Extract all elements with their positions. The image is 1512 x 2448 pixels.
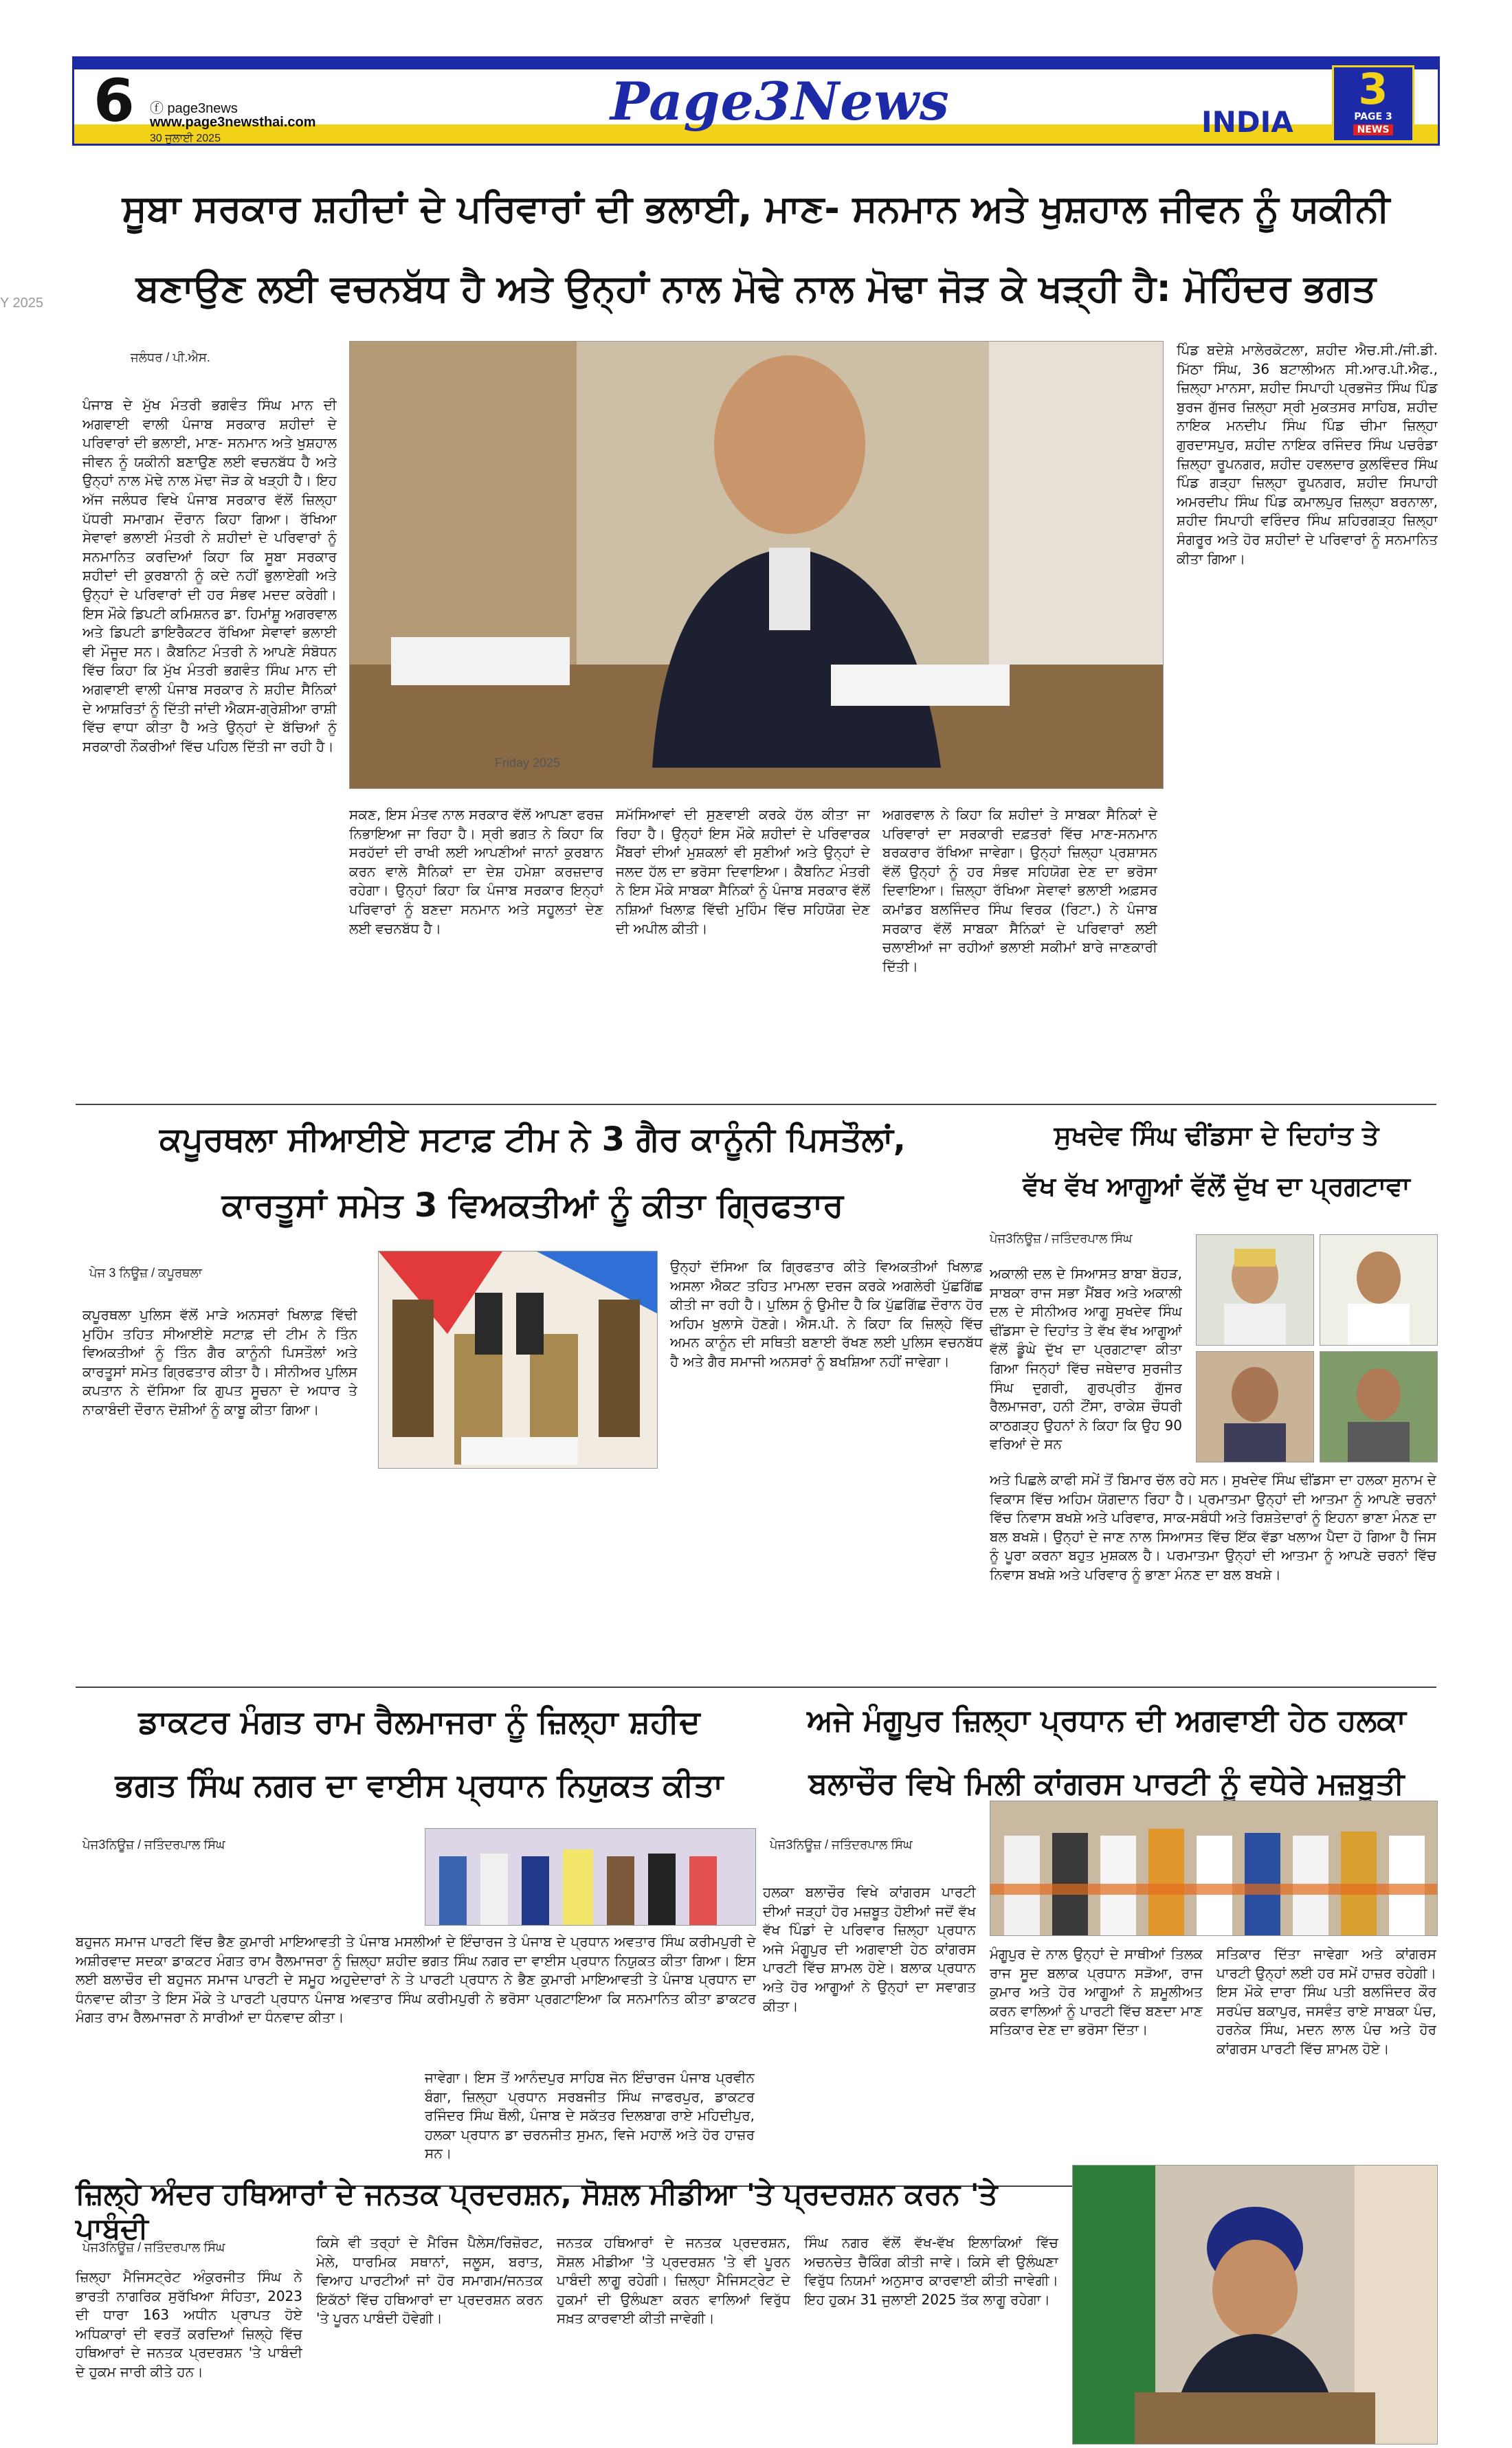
group-photo-illustration-2 xyxy=(990,1801,1437,1935)
story4-photo-group xyxy=(425,1828,756,1926)
lead-column-5: ਪਿੰਡ ਬਦੇਸ਼ੇ ਮਾਲੇਰਕੋਟਲਾ, ਸ਼ਹੀਦ ਐਚ.ਸੀ./ਜੀ.ਡੀ. ਮਿੱਠਾ ਸਿੰਘ, 36 ਬਟਾਲੀਅਨ ਸੀ.ਆਰ.ਪੀ.ਐਫ., ਜ਼ਿਲ੍ਹਾ ਮਾਨਸਾ, ਸ਼ਹੀਦ ਸਿਪਾਹੀ ਪ੍ਰਭਜੋਤ ਸਿੰਘ ਪਿੰਡ ਬੁਰਜ ਗੁੱਜਰ ਜ਼ਿਲ੍ਹਾ ਸ੍ਰੀ ਮੁਕਤਸਰ ਸਾਹਿਬ, ਸ਼ਹੀਦ ਨਾਇਕ ਮਨਦੀਪ ਸਿੰਘ ਪਿੰਡ ਚੀਮਾ ਜ਼ਿਲ੍ਹਾ ਗੁਰਦਾਸਪੁਰ, ਸ਼ਹੀਦ ਨਾਇਕ ਰਜਿੰਦਰ ਸਿੰਘ ਪਚਰੰਡਾ ਜ਼ਿਲ੍ਹਾ ਰੂਪਨਗਰ, ਸ਼ਹੀਦ ਹਵਲਦਾਰ ਕੁਲਵਿੰਦਰ ਸਿੰਘ ਪਿੰਡ ਗੜ੍ਹਾ ਜ਼ਿਲ੍ਹਾ ਰੂਪਨਗਰ, ਸ਼ਹੀਦ ਸਿਪਾਹੀ ਅਮਰਦੀਪ ਸਿੰਘ ਪਿੰਡ ਕਮਾਲਪੁਰ ਜ਼ਿਲ੍ਹਾ ਬਰਨਾਲਾ, ਸ਼ਹੀਦ ਸਿਪਾਹੀ ਵਰਿੰਦਰ ਸਿੰਘ ਸ਼ਹਿਰਗੜ੍ਹ ਜ਼ਿਲ੍ਹਾ ਸੰਗਰੂਰ ਅਤੇ ਹੋਰ ਸ਼ਹੀਦਾਂ ਦੇ ਪਰਿਵਾਰਾਂ ਨੂੰ ਸਨਮਾਨਿਤ ਕੀਤਾ ਗਿਆ। xyxy=(1177,342,1438,567)
minister-photo-illustration xyxy=(350,342,1163,788)
story3-portrait-2 xyxy=(1320,1234,1438,1346)
story2-headline-line1: ਕਪੂਰਥਲਾ ਸੀਆਈਏ ਸਟਾਫ਼ ਟੀਮ ਨੇ 3 ਗੈਰ ਕਾਨੂੰਨੀ ਪਿਸਤੌਲਾਂ, xyxy=(159,1120,906,1159)
badge-news: NEWS xyxy=(1353,124,1394,135)
lead-byline: ਜਲੰਧਰ / ਪੀ.ਐਸ. xyxy=(131,350,210,364)
story4-headline-line2: ਭਗਤ ਸਿੰਘ ਨਗਰ ਦਾ ਵਾਈਸ ਪ੍ਰਧਾਨ ਨਿਯੁਕਤ ਕੀਤਾ xyxy=(115,1766,724,1803)
story5-byline: ਪੇਜ3ਨਿਊਜ਼ / ਜਤਿੰਦਰਪਾਲ ਸਿੰਘ xyxy=(770,1838,913,1851)
lead-photo-minister xyxy=(349,341,1164,789)
story4-column-top: ਬਹੁਜਨ ਸਮਾਜ ਪਾਰਟੀ ਵਿੱਚ ਭੈਣ ਕੁਮਾਰੀ ਮਾਇਆਵਤੀ ਤੇ ਪੰਜਾਬ ਮਸਲੀਆਂ ਦੇ ਇੰਚਾਰਜ ਤੇ ਪੰਜਾਬ ਦੇ ਪ੍ਰਧਾਨ ਅਵਤਾਰ ਸਿੰਘ ਕਰੀਮਪੁਰੀ ਦੇ ਅਸ਼ੀਰਵਾਦ ਸਦਕਾ ਡਾਕਟਰ ਮੰਗਤ ਰਾਮ ਰੈਲਮਾਜਰਾ ਨੂੰ ਜ਼ਿਲ੍ਹਾ ਸ਼ਹੀਦ ਭਗਤ ਸਿੰਘ ਨਗਰ ਦਾ ਵਾਈਸ ਪ੍ਰਧਾਨ ਨਿਯੁਕਤ ਕੀਤਾ ਗਿਆ। ਇਸ ਲਈ ਬਲਾਚੌਰ ਦੀ ਬਹੁਜਨ ਸਮਾਜ ਪਾਰਟੀ ਦੇ ਸਮੂਹ ਅਹੁਦੇਦਾਰਾਂ ਨੇ ਤੇ ਪਾਰਟੀ ਪ੍ਰਧਾਨ ਨੇ ਭੈਣ ਕੁਮਾਰੀ ਮਾਇਆਵਤੀ ਤੇ ਪੰਜਾਬ ਪ੍ਰਧਾਨ ਦਾ ਧੰਨਵਾਦ ਕੀਤਾ ਤੇ ਇਸ ਮੌਕੇ ਤੇ ਪਾਰਟੀ ਪ੍ਰਧਾਨ ਪੰਜਾਬ ਅਵਤਾਰ ਸਿੰਘ ਕਰੀਮਪੁਰੀ ਨੇ ਭਰੋਸਾ ਪ੍ਰਗਟਾਇਆ ਕਿ ਸਨਮਾਨਿਤ ਕੀਤਾ ਡਾਕਟਰ ਮੰਗਤ ਰਾਮ ਰੈਲਮਾਜਰਾ ਨੇ ਸਾਰੀਆਂ ਦਾ ਧੰਨਵਾਦ ਕੀਤਾ। xyxy=(76,1933,756,2026)
lead-photo-caption: Friday 2025 xyxy=(495,756,561,770)
portrait-illustration-4 xyxy=(1320,1352,1437,1462)
story6-photo-magistrate xyxy=(1072,2165,1438,2445)
lead-column-4: ਅਗਰਵਾਲ ਨੇ ਕਿਹਾ ਕਿ ਸ਼ਹੀਦਾਂ ਤੇ ਸਾਬਕਾ ਸੈਨਿਕਾਂ ਦੇ ਪਰਿਵਾਰਾਂ ਦਾ ਸਰਕਾਰੀ ਦਫ਼ਤਰਾਂ ਵਿੱਚ ਮਾਣ-ਸਨਮਾਨ ਬਰਕਰਾਰ ਰੱਖਿਆ ਜਾਵੇਗਾ। ਉਨ੍ਹਾਂ ਜ਼ਿਲ੍ਹਾ ਪ੍ਰਸ਼ਾਸਨ ਵੱਲੋਂ ਉਨ੍ਹਾਂ ਨੂੰ ਹਰ ਸੰਭਵ ਸਹਿਯੋਗ ਦੇਣ ਦਾ ਭਰੋਸਾ ਦਿਵਾਇਆ। ਜ਼ਿਲ੍ਹਾ ਰੱਖਿਆ ਸੇਵਾਵਾਂ ਭਲਾਈ ਅਫ਼ਸਰ ਕਮਾਂਡਰ ਬਲਜਿੰਦਰ ਸਿੰਘ ਵਿਰਕ (ਰਿਟਾ.) ਨੇ ਪੰਜਾਬ ਸਰਕਾਰ ਵੱਲੋਂ ਸਾਬਕਾ ਸੈਨਿਕਾਂ ਦੇ ਪਰਿਵਾਰਾਂ ਲਈ ਚਲਾਈਆਂ ਜਾ ਰਹੀਆਂ ਭਲਾਈ ਸਕੀਮਾਂ ਬਾਰੇ ਜਾਣਕਾਰੀ ਦਿੱਤੀ। xyxy=(882,806,1157,975)
story2-byline: ਪੇਜ 3 ਨਿਊਜ਼ / ਕਪੂਰਥਲਾ xyxy=(89,1266,202,1280)
story5-headline-line1: ਅਜੇ ਮੰਗੂਪੁਰ ਜ਼ਿਲ੍ਹਾ ਪ੍ਰਧਾਨ ਦੀ ਅਗਵਾਈ ਹੇਠ ਹਲਕਾ xyxy=(807,1703,1406,1738)
newspaper-logo: Page3News xyxy=(610,71,950,132)
lead-headline-line2: ਬਣਾਉਣ ਲਈ ਵਚਨਬੱਧ ਹੈ ਅਤੇ ਉਨ੍ਹਾਂ ਨਾਲ ਮੋਢੇ ਨਾਲ ਮੋਢਾ ਜੋੜ ਕੇ ਖੜ੍ਹੀ ਹੈ: ਮੋਹਿੰਦਰ ਭਗਤ xyxy=(135,267,1377,310)
edition-label: INDIA xyxy=(1201,105,1293,139)
page3-badge-logo xyxy=(1332,65,1414,142)
story2-headline-line2: ਕਾਰਤੂਸਾਂ ਸਮੇਤ 3 ਵਿਅਕਤੀਆਂ ਨੂੰ ਕੀਤਾ ਗ੍ਰਿਫਤਾਰ xyxy=(221,1186,844,1225)
issue-date: 30 ਜੁਲਾਈ 2025 xyxy=(150,133,221,144)
story5-column-2: ਮੰਗੂਪੁਰ ਦੇ ਨਾਲ ਉਨ੍ਹਾਂ ਦੇ ਸਾਥੀਆਂ ਤਿਲਕ ਰਾਜ ਸੂਦ ਬਲਾਕ ਪ੍ਰਧਾਨ ਸੜੋਆ, ਰਾਜ ਕੁਮਾਰ ਅਤੇ ਹੋਰ ਆਗੂਆਂ ਨੇ ਸ਼ਮੂਲੀਅਤ ਕਰਨ ਵਾਲਿਆਂ ਨੂੰ ਪਾਰਟੀ ਵਿੱਚ ਬਣਦਾ ਮਾਣ ਸਤਿਕਾਰ ਦੇਣ ਦਾ ਭਰੋਸਾ ਦਿੱਤਾ। xyxy=(990,1946,1203,2038)
story2-column-2: ਉਨ੍ਹਾਂ ਦੱਸਿਆ ਕਿ ਗ੍ਰਿਫਤਾਰ ਕੀਤੇ ਵਿਅਕਤੀਆਂ ਖਿਲਾਫ਼ ਅਸਲਾ ਐਕਟ ਤਹਿਤ ਮਾਮਲਾ ਦਰਜ ਕਰਕੇ ਅਗਲੇਰੀ ਪੁੱਛਗਿੱਛ ਕੀਤੀ ਜਾ ਰਹੀ ਹੈ। ਪੁਲਿਸ ਨੂੰ ਉਮੀਦ ਹੈ ਕਿ ਪੁੱਛਗਿੱਛ ਦੌਰਾਨ ਹੋਰ ਅਹਿਮ ਖੁਲਾਸੇ ਹੋਣਗੇ। ਐਸ.ਪੀ. ਨੇ ਕਿਹਾ ਕਿ ਜ਼ਿਲ੍ਹੇ ਵਿੱਚ ਅਮਨ ਕਾਨੂੰਨ ਦੀ ਸਥਿਤੀ ਬਣਾਈ ਰੱਖਣ ਲਈ ਪੁਲਿਸ ਵਚਨਬੱਧ ਹੈ ਅਤੇ ਗੈਰ ਸਮਾਜੀ ਅਨਸਰਾਂ ਨੂੰ ਬਖਸ਼ਿਆ ਨਹੀਂ ਜਾਵੇਗਾ। xyxy=(670,1258,983,1370)
story5-column-3: ਸਤਿਕਾਰ ਦਿੱਤਾ ਜਾਵੇਗਾ ਅਤੇ ਕਾਂਗਰਸ ਪਾਰਟੀ ਉਨ੍ਹਾਂ ਲਈ ਹਰ ਸਮੇਂ ਹਾਜ਼ਰ ਰਹੇਗੀ। ਇਸ ਮੌਕੇ ਦਾਰਾ ਸਿੰਘ ਪਤੀ ਬਲਜਿੰਦਰ ਕੌਰ ਸਰਪੰਚ ਬਕਾਪੁਰ, ਜਸਵੰਤ ਰਾਏ ਸਾਬਕਾ ਪੰਚ, ਹਰਨੇਕ ਸਿੰਘ, ਮਦਨ ਲਾਲ ਪੰਚ ਅਤੇ ਹੋਰ ਕਾਂਗਰਸ ਪਾਰਟੀ ਵਿੱਚ ਸ਼ਾਮਲ ਹੋਏ। xyxy=(1216,1946,1436,2057)
story6-column-4: ਸਿੰਘ ਨਗਰ ਵੱਲੋਂ ਵੱਖ-ਵੱਖ ਇਲਾਕਿਆਂ ਵਿੱਚ ਅਚਨਚੇਤ ਚੈਕਿੰਗ ਕੀਤੀ ਜਾਵੇ। ਕਿਸੇ ਵੀ ਉਲੰਘਣਾ ਵਿਰੁੱਧ ਨਿਯਮਾਂ ਅਨੁਸਾਰ ਕਾਰਵਾਈ ਕੀਤੀ ਜਾਵੇਗੀ। ਇਹ ਹੁਕਮ 31 ਜੁਲਾਈ 2025 ਤੱਕ ਲਾਗੂ ਰਹੇਗਾ। xyxy=(804,2234,1058,2308)
story3-headline-line1: ਸੁਖਦੇਵ ਸਿੰਘ ਢੀਂਡਸਾ ਦੇ ਦਿਹਾਂਤ ਤੇ xyxy=(1054,1120,1379,1150)
divider xyxy=(76,1687,1436,1688)
group-photo-illustration-1 xyxy=(425,1829,755,1925)
police-photo-illustration xyxy=(379,1251,657,1468)
story5-column-1: ਹਲਕਾ ਬਲਾਚੌਰ ਵਿਖੇ ਕਾਂਗਰਸ ਪਾਰਟੀ ਦੀਆਂ ਜੜ੍ਹਾਂ ਹੋਰ ਮਜ਼ਬੂਤ ਹੋਈਆਂ ਜਦੋਂ ਵੱਖ ਵੱਖ ਪਿੰਡਾਂ ਦੇ ਪਰਿਵਾਰ ਜ਼ਿਲ੍ਹਾ ਪ੍ਰਧਾਨ ਅਜੇ ਮੰਗੂਪੁਰ ਦੀ ਅਗਵਾਈ ਹੇਠ ਕਾਂਗਰਸ ਪਾਰਟੀ ਵਿੱਚ ਸ਼ਾਮਲ ਹੋਏ। ਬਲਾਕ ਪ੍ਰਧਾਨ ਅਤੇ ਹੋਰ ਆਗੂਆਂ ਨੇ ਉਨ੍ਹਾਂ ਦਾ ਸਵਾਗਤ ਕੀਤਾ। xyxy=(763,1884,976,2014)
badge-label: PAGE 3 xyxy=(1354,111,1392,122)
story2-column-1: ਕਪੂਰਥਲਾ ਪੁਲਿਸ ਵੱਲੋਂ ਮਾੜੇ ਅਨਸਰਾਂ ਖਿਲਾਫ਼ ਵਿੱਢੀ ਮੁਹਿੰਮ ਤਹਿਤ ਸੀਆਈਏ ਸਟਾਫ਼ ਦੀ ਟੀਮ ਨੇ ਤਿੰਨ ਵਿਅਕਤੀਆਂ ਨੂੰ ਤਿੰਨ ਗੈਰ ਕਾਨੂੰਨੀ ਪਿਸਤੌਲਾਂ ਅਤੇ ਕਾਰਤੂਸਾਂ ਸਮੇਤ ਗ੍ਰਿਫਤਾਰ ਕੀਤਾ ਹੈ। ਸੀਨੀਅਰ ਪੁਲਿਸ ਕਪਤਾਨ ਨੇ ਦੱਸਿਆ ਕਿ ਗੁਪਤ ਸੂਚਨਾ ਦੇ ਅਧਾਰ ਤੇ ਨਾਕਾਬੰਦੀ ਦੌਰਾਨ ਦੋਸ਼ੀਆਂ ਨੂੰ ਕਾਬੂ ਕੀਤਾ ਗਿਆ। xyxy=(82,1306,357,1418)
page-number: 6 xyxy=(93,67,135,135)
portrait-illustration-2 xyxy=(1320,1235,1437,1345)
story3-portrait-4 xyxy=(1320,1351,1438,1462)
facebook-handle[interactable]: ⓕ page3news xyxy=(150,101,238,116)
story3-portrait-3 xyxy=(1196,1351,1314,1462)
story3-column-top: ਅਕਾਲੀ ਦਲ ਦੇ ਸਿਆਸਤ ਬਾਬਾ ਬੋਹੜ, ਸਾਬਕਾ ਰਾਜ ਸਭਾ ਮੈਂਬਰ ਅਤੇ ਅਕਾਲੀ ਦਲ ਦੇ ਸੀਨੀਅਰ ਆਗੂ ਸੁਖਦੇਵ ਸਿੰਘ ਢੀਂਡਸਾ ਦੇ ਦਿਹਾਂਤ ਤੇ ਵੱਖ ਵੱਖ ਆਗੂਆਂ ਵੱਲੋਂ ਡੂੰਘੇ ਦੁੱਖ ਦਾ ਪ੍ਰਗਟਾਵਾ ਕੀਤਾ ਗਿਆ ਜਿਨ੍ਹਾਂ ਵਿੱਚ ਜਥੇਦਾਰ ਸੁਰਜੀਤ ਸਿੰਘ ਦੁਗਰੀ, ਗੁਰਪ੍ਰੀਤ ਗੁੱਜਰ ਰੈਲਮਾਜਰਾ, ਹਨੀ ਟੌਂਸਾ, ਰਾਕੇਸ਼ ਚੌਧਰੀ ਕਾਠਗੜ੍ਹ ਉਹਨਾਂ ਨੇ ਕਿਹਾ ਕਿ ਉਹ 90 ਵਰਿਆਂ ਦੇ ਸਨ xyxy=(990,1265,1182,1453)
story3-column-bottom: ਅਤੇ ਪਿਛਲੇ ਕਾਫੀ ਸਮੇਂ ਤੋਂ ਬਿਮਾਰ ਚੱਲ ਰਹੇ ਸਨ। ਸੁਖਦੇਵ ਸਿੰਘ ਢੀਂਡਸਾ ਦਾ ਹਲਕਾ ਸੁਨਾਮ ਦੇ ਵਿਕਾਸ ਵਿੱਚ ਅਹਿਮ ਯੋਗਦਾਨ ਰਿਹਾ ਹੈ। ਪ੍ਰਮਾਤਮਾ ਉਨ੍ਹਾਂ ਦੀ ਆਤਮਾ ਨੂੰ ਆਪਣੇ ਚਰਨਾਂ ਵਿੱਚ ਨਿਵਾਸ ਬਖਸ਼ੇ ਅਤੇ ਪਰਿਵਾਰ, ਸਾਕ-ਸਬੰਧੀ ਅਤੇ ਰਿਸ਼ਤੇਦਾਰਾਂ ਨੂੰ ਇਹਨਾ ਭਾਣਾ ਮੰਨਣ ਦਾ ਬਲ ਬਖਸ਼ੇ। ਉਨ੍ਹਾਂ ਦੇ ਜਾਣ ਨਾਲ ਸਿਆਸਤ ਵਿੱਚ ਇੱਕ ਵੱਡਾ ਖਲਾਅ ਪੈਦਾ ਹੋ ਗਿਆ ਹੈ ਜਿਸ ਨੂੰ ਪੂਰਾ ਕਰਨਾ ਬਹੁਤ ਮੁਸ਼ਕਲ ਹੈ। ਪਰਮਾਤਮਾ ਉਨ੍ਹਾਂ ਦੀ ਆਤਮਾ ਨੂੰ ਆਪਣੇ ਚਰਨਾਂ ਵਿੱਚ ਨਿਵਾਸ ਬਖਸ਼ੇ ਅਤੇ ਪਰਿਵਾਰ ਨੂੰ ਭਾਣਾ ਮੰਨਣ ਦਾ ਬਲ ਬਖਸ਼ੇ। xyxy=(990,1471,1436,1583)
story6-column-2: ਕਿਸੇ ਵੀ ਤਰ੍ਹਾਂ ਦੇ ਮੈਰਿਜ ਪੈਲੇਸ/ਰਿਜ਼ੋਰਟ, ਮੇਲੇ, ਧਾਰਮਿਕ ਸਥਾਨਾਂ, ਜਲੂਸ, ਬਰਾਤ, ਵਿਆਹ ਪਾਰਟੀਆਂ ਜਾਂ ਹੋਰ ਸਮਾਗਮ/ਜਨਤਕ ਇਕੱਠਾਂ ਵਿੱਚ ਹਥਿਆਰਾਂ ਦਾ ਪ੍ਰਦਰਸ਼ਨ ਕਰਨ 'ਤੇ ਪੂਰਨ ਪਾਬੰਦੀ ਹੋਵੇਗੀ। xyxy=(316,2234,543,2327)
portrait-illustration-1 xyxy=(1197,1235,1313,1345)
story6-column-3: ਜਨਤਕ ਹਥਿਆਰਾਂ ਦੇ ਜਨਤਕ ਪ੍ਰਦਰਸ਼ਨ, ਸੋਸ਼ਲ ਮੀਡੀਆ 'ਤੇ ਪ੍ਰਦਰਸ਼ਨ 'ਤੇ ਵੀ ਪੂਰਨ ਪਾਬੰਦੀ ਲਾਗੂ ਰਹੇਗੀ। ਜ਼ਿਲ੍ਹਾ ਮੈਜਿਸਟ੍ਰੇਟ ਦੇ ਹੁਕਮਾਂ ਦੀ ਉਲੰਘਣਾ ਕਰਨ ਵਾਲਿਆਂ ਵਿਰੁੱਧ ਸਖ਼ਤ ਕਾਰਵਾਈ ਕੀਤੀ ਜਾਵੇਗੀ। xyxy=(557,2234,790,2327)
story2-photo-police xyxy=(378,1251,658,1469)
story5-headline-line2: ਬਲਾਚੌਰ ਵਿਖੇ ਮਿਲੀ ਕਾਂਗਰਸ ਪਾਰਟੀ ਨੂੰ ਵਧੇਰੇ ਮਜ਼ਬੂਤੀ xyxy=(808,1766,1405,1801)
magistrate-photo-illustration xyxy=(1073,2166,1437,2444)
story4-byline: ਪੇਜ3ਨਿਊਜ਼ / ਜਤਿੰਦਰਪਾਲ ਸਿੰਘ xyxy=(82,1838,225,1851)
story6-byline: ਪੇਜ3ਨਿਊਜ਼ / ਜਤਿੰਦਰਪਾਲ ਸਿੰਘ xyxy=(82,2240,225,2254)
portrait-illustration-3 xyxy=(1197,1352,1313,1462)
story6-column-1: ਜ਼ਿਲ੍ਹਾ ਮੈਜਿਸਟ੍ਰੇਟ ਅੰਕੁਰਜੀਤ ਸਿੰਘ ਨੇ ਭਾਰਤੀ ਨਾਗਰਿਕ ਸੁਰੱਖਿਆ ਸੰਹਿਤਾ, 2023 ਦੀ ਧਾਰਾ 163 ਅਧੀਨ ਪ੍ਰਾਪਤ ਹੋਏ ਅਧਿਕਾਰਾਂ ਦੀ ਵਰਤੋਂ ਕਰਦਿਆਂ ਜ਼ਿਲ੍ਹੇ ਵਿੱਚ ਹਥਿਆਰਾਂ ਦੇ ਜਨਤਕ ਪ੍ਰਦਰਸ਼ਨ 'ਤੇ ਪਾਬੰਦੀ ਦੇ ਹੁਕਮ ਜਾਰੀ ਕੀਤੇ ਹਨ। xyxy=(76,2269,302,2380)
story3-headline-line2: ਵੱਖ ਵੱਖ ਆਗੂਆਂ ਵੱਲੋਂ ਦੁੱਖ ਦਾ ਪ੍ਰਗਟਾਵਾ xyxy=(1023,1171,1410,1201)
story4-headline-line1: ਡਾਕਟਰ ਮੰਗਤ ਰਾਮ ਰੈਲਮਾਜਰਾ ਨੂੰ ਜ਼ਿਲ੍ਹਾ ਸ਼ਹੀਦ xyxy=(138,1703,700,1740)
story4-column-right: ਜਾਵੇਗਾ। ਇਸ ਤੋਂ ਆਨੰਦਪੁਰ ਸਾਹਿਬ ਜੋਨ ਇੰਚਾਰਜ ਪੰਜਾਬ ਪ੍ਰਵੀਨ ਬੰਗਾ, ਜ਼ਿਲ੍ਹਾ ਪ੍ਰਧਾਨ ਸਰਬਜੀਤ ਸਿੰਘ ਜਾਫਰਪੁਰ, ਡਾਕਟਰ ਰਜਿੰਦਰ ਸਿੰਘ ਥੌਲੀ, ਪੰਜਾਬ ਦੇ ਸਕੱਤਰ ਦਿਲਬਾਗ ਰਾਏ ਮਹਿਦੀਪੁਰ, ਹਲਕਾ ਪ੍ਰਧਾਨ ਡਾ ਚਰਨਜੀਤ ਸੁਮਨ, ਵਿਜੇ ਮਹਾਲੋਂ ਅਤੇ ਹੋਰ ਹਾਜ਼ਰ ਸਨ। xyxy=(425,2069,755,2162)
lead-column-3: ਸਮੱਸਿਆਵਾਂ ਦੀ ਸੁਣਵਾਈ ਕਰਕੇ ਹੱਲ ਕੀਤਾ ਜਾ ਰਿਹਾ ਹੈ। ਉਨ੍ਹਾਂ ਇਸ ਮੌਕੇ ਸ਼ਹੀਦਾਂ ਦੇ ਪਰਿਵਾਰਕ ਮੈਂਬਰਾਂ ਦੀਆਂ ਮੁਸ਼ਕਲਾਂ ਵੀ ਸੁਣੀਆਂ ਅਤੇ ਉਨ੍ਹਾਂ ਦੇ ਜਲਦ ਹੱਲ ਦਾ ਭਰੋਸਾ ਦਿਵਾਇਆ। ਕੈਬਨਿਟ ਮੰਤਰੀ ਨੇ ਇਸ ਮੌਕੇ ਸਾਬਕਾ ਸੈਨਿਕਾਂ ਨੂੰ ਪੰਜਾਬ ਸਰਕਾਰ ਵੱਲੋਂ ਨਸ਼ਿਆਂ ਖਿਲਾਫ਼ ਵਿੱਢੀ ਮੁਹਿੰਮ ਵਿੱਚ ਸਹਿਯੋਗ ਦੇਣ ਦੀ ਅਪੀਲ ਕੀਤੀ। xyxy=(616,806,870,937)
side-date-label: Y 2025 xyxy=(0,296,44,311)
story3-byline: ਪੇਜ3ਨਿਊਜ਼ / ਜਤਿੰਦਰਪਾਲ ਸਿੰਘ xyxy=(990,1232,1133,1245)
story6-headline: ਜ਼ਿਲ੍ਹੇ ਅੰਦਰ ਹਥਿਆਰਾਂ ਦੇ ਜਨਤਕ ਪ੍ਰਦਰਸ਼ਨ, ਸੋਸ਼ਲ ਮੀਡੀਆ 'ਤੇ ਪ੍ਰਦਰਸ਼ਨ ਕਰਨ 'ਤੇ ਪਾਬੰਦੀ xyxy=(76,2177,998,2245)
story5-photo-congress xyxy=(990,1801,1438,1936)
lead-column-1: ਪੰਜਾਬ ਦੇ ਮੁੱਖ ਮੰਤਰੀ ਭਗਵੰਤ ਸਿੰਘ ਮਾਨ ਦੀ ਅਗਵਾਈ ਵਾਲੀ ਪੰਜਾਬ ਸਰਕਾਰ ਸ਼ਹੀਦਾਂ ਦੇ ਪਰਿਵਾਰਾਂ ਦੀ ਭਲਾਈ, ਮਾਣ- ਸਨਮਾਨ ਅਤੇ ਖੁਸ਼ਹਾਲ ਜੀਵਨ ਨੂੰ ਯਕੀਨੀ ਬਣਾਉਣ ਲਈ ਵਚਨਬੱਧ ਹੈ ਅਤੇ ਉਨ੍ਹਾਂ ਨਾਲ ਮੋਢੇ ਨਾਲ ਮੋਢਾ ਜੋੜ ਕੇ ਖੜ੍ਹੀ ਹੈ। ਇਹ ਅੱਜ ਜਲੰਧਰ ਵਿਖੇ ਪੰਜਾਬ ਸਰਕਾਰ ਵੱਲੋਂ ਜ਼ਿਲ੍ਹਾ ਪੱਧਰੀ ਸਮਾਗਮ ਦੌਰਾਨ ਕਿਹਾ ਗਿਆ। ਰੱਖਿਆ ਸੇਵਾਵਾਂ ਭਲਾਈ ਮੰਤਰੀ ਨੇ ਸ਼ਹੀਦਾਂ ਦੇ ਪਰਿਵਾਰਾਂ ਨੂੰ ਸਨਮਾਨਿਤ ਕਰਦਿਆਂ ਕਿਹਾ ਕਿ ਸੂਬਾ ਸਰਕਾਰ ਸ਼ਹੀਦਾਂ ਦੀ ਕੁਰਬਾਨੀ ਨੂੰ ਕਦੇ ਨਹੀਂ ਭੁਲਾਏਗੀ ਅਤੇ ਉਨ੍ਹਾਂ ਦੇ ਪਰਿਵਾਰਾਂ ਦੀ ਹਰ ਸੰਭਵ ਮਦਦ ਕਰੇਗੀ। ਇਸ ਮੌਕੇ ਡਿਪਟੀ ਕਮਿਸ਼ਨਰ ਡਾ. ਹਿਮਾਂਸ਼ੂ ਅਗਰਵਾਲ ਅਤੇ ਡਿਪਟੀ ਡਾਇਰੈਕਟਰ ਰੱਖਿਆ ਸੇਵਾਵਾਂ ਭਲਾਈ ਵੀ ਮੌਜੂਦ ਸਨ। ਕੈਬਨਿਟ ਮੰਤਰੀ ਨੇ ਆਪਣੇ ਸੰਬੋਧਨ ਵਿੱਚ ਕਿਹਾ ਕਿ ਮੁੱਖ ਮੰਤਰੀ ਭਗਵੰਤ ਸਿੰਘ ਮਾਨ ਦੀ ਅਗਵਾਈ ਵਾਲੀ ਪੰਜਾਬ ਸਰਕਾਰ ਨੇ ਸ਼ਹੀਦ ਸੈਨਿਕਾਂ ਦੇ ਆਸ਼ਰਿਤਾਂ ਨੂੰ ਦਿੱਤੀ ਜਾਂਦੀ ਐਕਸ-ਗ੍ਰੇਸ਼ੀਆ ਰਾਸ਼ੀ ਵਿੱਚ ਵਾਧਾ ਕੀਤਾ ਹੈ ਅਤੇ ਉਨ੍ਹਾਂ ਦੇ ਬੱਚਿਆਂ ਨੂੰ ਸਰਕਾਰੀ ਨੌਕਰੀਆਂ ਵਿੱਚ ਪਹਿਲ ਦਿੱਤੀ ਜਾ ਰਹੀ ਹੈ। xyxy=(82,397,337,755)
lead-headline-line1: ਸੂਬਾ ਸਰਕਾਰ ਸ਼ਹੀਦਾਂ ਦੇ ਪਰਿਵਾਰਾਂ ਦੀ ਭਲਾਈ, ਮਾਣ- ਸਨਮਾਨ ਅਤੇ ਖੁਸ਼ਹਾਲ ਜੀਵਨ ਨੂੰ ਯਕੀਨੀ xyxy=(122,187,1390,230)
website-link[interactable]: www.page3newsthai.com xyxy=(150,115,316,130)
divider xyxy=(76,1104,1436,1105)
badge-number: 3 xyxy=(1358,64,1388,114)
masthead-top-bar xyxy=(74,58,1438,69)
lead-column-2: ਸਕਣ, ਇਸ ਮੰਤਵ ਨਾਲ ਸਰਕਾਰ ਵੱਲੋਂ ਆਪਣਾ ਫਰਜ਼ ਨਿਭਾਇਆ ਜਾ ਰਿਹਾ ਹੈ। ਸ੍ਰੀ ਭਗਤ ਨੇ ਕਿਹਾ ਕਿ ਸਰਹੱਦਾਂ ਦੀ ਰਾਖੀ ਲਈ ਆਪਣੀਆਂ ਜਾਨਾਂ ਕੁਰਬਾਨ ਕਰਨ ਵਾਲੇ ਸੈਨਿਕਾਂ ਦਾ ਦੇਸ਼ ਹਮੇਸ਼ਾ ਕਰਜ਼ਦਾਰ ਰਹੇਗਾ। ਉਨ੍ਹਾਂ ਕਿਹਾ ਕਿ ਪੰਜਾਬ ਸਰਕਾਰ ਇਨ੍ਹਾਂ ਪਰਿਵਾਰਾਂ ਨੂੰ ਬਣਦਾ ਸਨਮਾਨ ਅਤੇ ਸਹੂਲਤਾਂ ਦੇਣ ਲਈ ਵਚਨਬੱਧ ਹੈ। xyxy=(349,806,603,937)
story3-portrait-1 xyxy=(1196,1234,1314,1346)
masthead xyxy=(72,56,1440,146)
